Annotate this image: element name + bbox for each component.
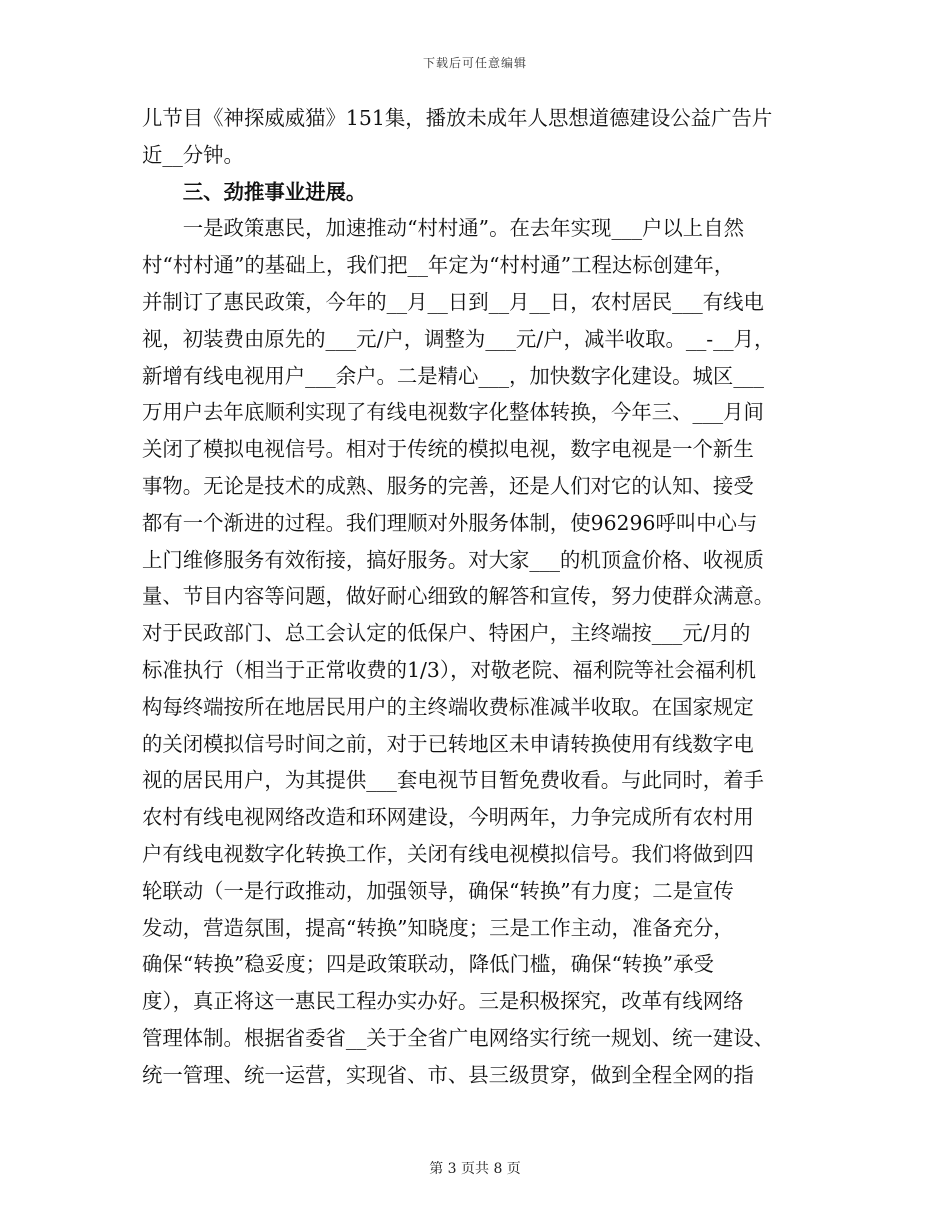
text-line: 上门维修服务有效衔接，搞好服务。对大家___的机顶盒价格、收视质 <box>142 547 764 572</box>
text-line: 轮联动（一是行政推动，加强领导，确保“转换”有力度；二是宣传 <box>142 878 734 903</box>
text-line: 视，初装费由原先的___元/户，调整为___元/户，减半收取。__-__月， <box>142 326 775 351</box>
text-line: 构每终端按所在地居民用户的主终端收费标准减半收取。在国家规定 <box>142 694 754 719</box>
section-heading: 三、劲推事业进展。 <box>142 179 367 204</box>
text-line: 标准执行（相当于正常收费的1/3），对敬老院、福利院等社会福利机 <box>142 657 756 682</box>
text-line: 一是政策惠民，加速推动“村村通”。在去年实现___户以上自然 <box>142 216 744 241</box>
text-line: 儿节目《神探威威猫》151集，播放未成年人思想道德建设公益广告片 <box>142 106 773 130</box>
text-line: 量、节目内容等问题，做好耐心细致的解答和宣传，努力使群众满意。 <box>142 584 775 609</box>
text-line: 发动，营造氛围，提高“转换”知晓度；三是工作主动，准备充分， <box>142 915 734 940</box>
text-line: 近__分钟。 <box>142 142 244 167</box>
text-line: 的关闭模拟信号时间之前，对于已转地区未申请转换使用有线数字电 <box>142 731 754 756</box>
text-line: 事物。无论是技术的成熟、服务的完善，还是人们对它的认知、接受 <box>142 473 754 498</box>
text-line: 视的居民用户，为其提供___套电视节目暂免费收看。与此同时，着手 <box>142 768 764 793</box>
page-footer: 第 3 页共 8 页 <box>429 1161 521 1177</box>
text-line: 农村有线电视网络改造和环网建设，今明两年，力争完成所有农村用 <box>142 805 754 830</box>
text-line: 确保“转换”稳妥度；四是政策联动，降低门槛，确保“转换”承受 <box>142 952 714 977</box>
text-line: 村“村村通”的基础上，我们把__年定为“村村通”工程达标创建年， <box>142 253 735 278</box>
text-line: 统一管理、统一运营，实现省、市、县三级贯穿，做到全程全网的指 <box>142 1062 754 1087</box>
text-line: 新增有线电视用户___余户。二是精心___，加快数字化建设。城区___ <box>142 363 764 388</box>
text-line: 户有线电视数字化转换工作，关闭有线电视模拟信号。我们将做到四 <box>142 841 754 866</box>
text-line: 关闭了模拟电视信号。相对于传统的模拟电视，数字电视是一个新生 <box>142 437 754 462</box>
text-line: 度），真正将这一惠民工程办实办好。三是积极探究，改革有线网络 <box>142 989 744 1014</box>
document-body <box>142 100 810 1094</box>
page-header: 下载后可任意编辑 <box>422 56 527 70</box>
text-line: 并制订了惠民政策，今年的__月__日到__月__日，农村居民___有线电 <box>142 289 764 314</box>
text-line: 万用户去年底顺利实现了有线电视数字化整体转换，今年三、___月间 <box>142 400 764 425</box>
text-line: 对于民政部门、总工会认定的低保户、特困户，主终端按___元/月的 <box>142 621 751 646</box>
text-line: 管理体制。根据省委省__关于全省广电网络实行统一规划、统一建设、 <box>142 1025 775 1050</box>
text-line: 都有一个渐进的过程。我们理顺对外服务体制，使96296呼叫中心与 <box>142 510 758 535</box>
